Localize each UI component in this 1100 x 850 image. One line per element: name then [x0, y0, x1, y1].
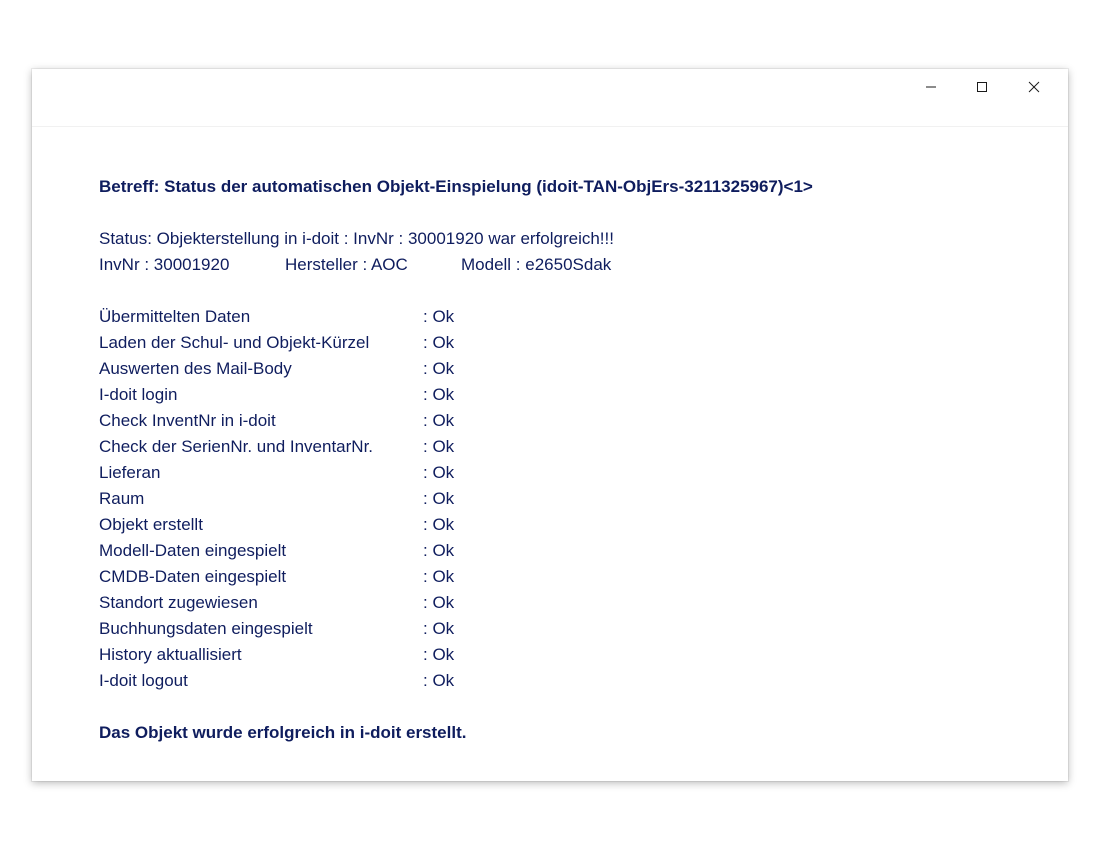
status-row [99, 538, 813, 564]
status-label: Auswerten des Mail-Body [99, 359, 292, 378]
maximize-button[interactable] [958, 69, 1006, 105]
status-value: : Ok [423, 333, 455, 352]
status-row [99, 564, 813, 590]
status-value: : Ok [423, 593, 455, 612]
status-label: Übermittelten Daten [99, 307, 251, 326]
status-value: : Ok [423, 437, 455, 456]
status-label: Modell-Daten eingespielt [99, 541, 287, 560]
status-label: Standort zugewiesen [99, 593, 258, 612]
status-label: Check InventNr in i-doit [99, 411, 276, 430]
subject-line: Betreff: Status der automatischen Objekt-Einspielung (idoit-TAN-ObjErs-3211325967)<1> [99, 177, 813, 196]
status-label: I-doit login [99, 385, 178, 404]
status-value: : Ok [423, 385, 455, 404]
model: Modell : e2650Sdak [461, 255, 612, 274]
status-row [99, 590, 813, 616]
device-info-row [99, 252, 813, 278]
title-bar [32, 69, 1068, 127]
status-value: : Ok [423, 359, 455, 378]
close-button[interactable] [1010, 69, 1058, 105]
maximize-icon [976, 81, 988, 93]
minimize-button[interactable] [907, 69, 955, 105]
status-value: : Ok [423, 619, 455, 638]
status-label: Raum [99, 489, 145, 508]
status-row [99, 642, 813, 668]
status-row [99, 434, 813, 460]
status-value: : Ok [423, 307, 455, 326]
status-value: : Ok [423, 463, 455, 482]
status-value: : Ok [423, 541, 455, 560]
message-body [99, 174, 813, 746]
status-label: Buchhungsdaten eingespielt [99, 619, 313, 638]
status-value: : Ok [423, 489, 455, 508]
status-list [99, 304, 813, 694]
status-row [99, 304, 813, 330]
status-label: Check der SerienNr. und InventarNr. [99, 437, 374, 456]
status-label: I-doit logout [99, 671, 188, 690]
status-line: Status: Objekterstellung in i-doit : InvNr : 30001920 war erfolgreich!!! [99, 229, 614, 248]
status-row [99, 408, 813, 434]
status-label: Objekt erstellt [99, 515, 203, 534]
inventory-number: InvNr : 30001920 [99, 255, 230, 274]
status-value: : Ok [423, 515, 455, 534]
status-label: Laden der Schul- und Objekt-Kürzel [99, 333, 370, 352]
minimize-icon [925, 81, 937, 93]
status-label: CMDB-Daten eingespielt [99, 567, 287, 586]
status-row [99, 616, 813, 642]
status-row [99, 382, 813, 408]
status-row [99, 668, 813, 694]
status-row [99, 486, 813, 512]
status-value: : Ok [423, 645, 455, 664]
manufacturer: Hersteller : AOC [285, 255, 408, 274]
status-row [99, 330, 813, 356]
status-row [99, 460, 813, 486]
status-row [99, 512, 813, 538]
status-label: History aktuallisiert [99, 645, 242, 664]
conclusion-line: Das Objekt wurde erfolgreich in i-doit erstellt. [99, 723, 467, 742]
status-row [99, 356, 813, 382]
close-icon [1028, 81, 1040, 93]
status-label: Lieferan [99, 463, 161, 482]
dialog-window [32, 69, 1068, 781]
status-value: : Ok [423, 411, 455, 430]
status-value: : Ok [423, 567, 455, 586]
status-value: : Ok [423, 671, 455, 690]
